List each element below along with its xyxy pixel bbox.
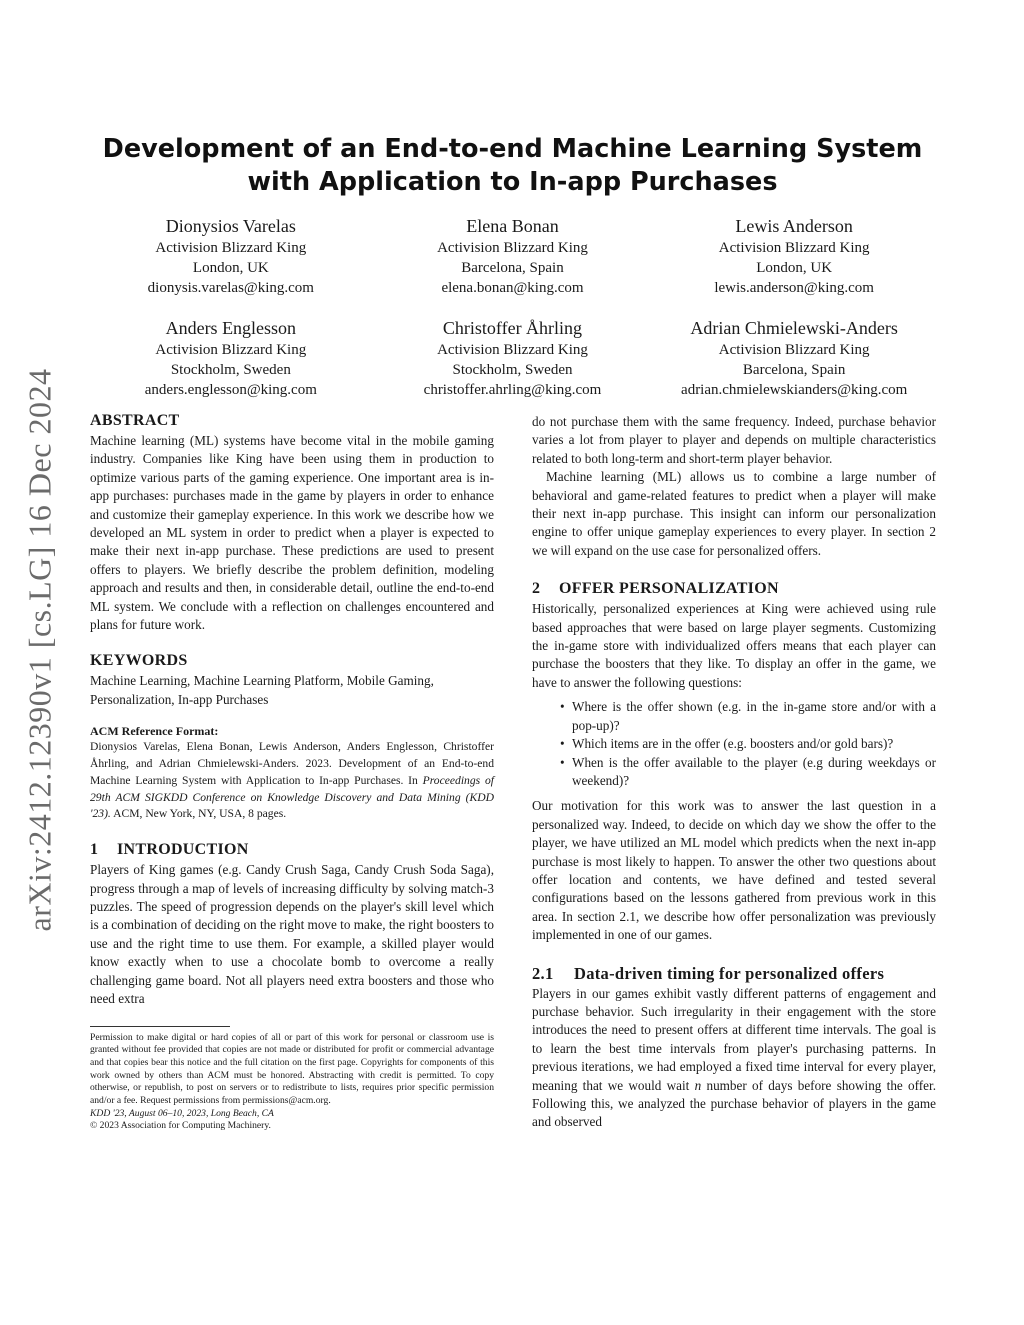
- author-name: Dionysios Varelas: [165, 216, 296, 236]
- author-email[interactable]: christoffer.ahrling@king.com: [423, 382, 602, 398]
- arxiv-identifier: [10, 350, 70, 950]
- author-card: [653, 214, 935, 298]
- author-affiliation: Activision Blizzard King: [155, 342, 307, 358]
- keywords-text: Machine Learning, Machine Learning Platform, Mobile Gaming, Personalization, In-app Purchases: [90, 673, 434, 707]
- author-card: [90, 316, 372, 400]
- author-name: Christoffer Åhrling: [442, 318, 583, 338]
- section-2-motivation-text: Our motivation for this work was to answer the last question in a personalized way. Indeed, to decide on which day we show the offer to the player, we have utilized an ML model which predicts when the next in-app purchase is most likely to happen. To answer the other two questions about offer location and contents, we have defined and tested several configurations based on the lessons gathered from previous work in this area. In section 2.1, we describe how offer personalization was previously implemented in one of our games.: [532, 798, 936, 943]
- intro-ml-paragraph: Machine learning (ML) allows us to combine a large number of behavioral and game-related features to predict when a player will make their next in-app purchase. This insight can inform our personalization engine to offer unique gameplay experiences to every player. In section 2 we will expand on the use case for personalized offers.: [532, 469, 936, 558]
- keywords-heading: KEYWORDS: [90, 652, 188, 670]
- author-email[interactable]: adrian.chmielewskianders@king.com: [681, 382, 908, 398]
- author-block: [90, 214, 935, 400]
- author-location: London, UK: [192, 260, 269, 276]
- introduction-text: Players of King games (e.g. Candy Crush Saga, Candy Crush Soda Saga), progress through a map of levels of increasing difficulty by solving match-3 puzzles. The speed of progression depends on the player's skill level which is a combination of deciding on the right move to make, the right boosters to use and the right time to use them. For example, a skilled player would know exactly when to use a chocolate bomb to overcome a really challenging game board. Not all players need extra boosters and those who need extra: [90, 862, 494, 1007]
- author-affiliation: Activision Blizzard King: [718, 342, 870, 358]
- permission-notice: Permission to make digital or hard copies of all or part of this work for personal or classroom use is granted without fee provided that copies are not made or distributed for profit or commercial advantage and that copies bear this notice and the full citation on the first page. Copyrights for components of this work owned by others than ACM must be honored. Abstracting with credit is permitted. To copy otherwise, or republish, to post on servers or to redistribute to lists, requires prior specific permission and/or a fee. Request permissions from permissions@acm.org.: [90, 1031, 494, 1107]
- author-email[interactable]: dionysis.varelas@king.com: [147, 280, 314, 296]
- footnote-divider: [90, 1026, 230, 1027]
- author-location: Stockholm, Sweden: [170, 362, 291, 378]
- author-location: Barcelona, Spain: [461, 260, 564, 276]
- author-card: [653, 316, 935, 400]
- left-column: [90, 410, 494, 1133]
- author-name: Adrian Chmielewski-Anders: [690, 318, 898, 338]
- copyright-line: © 2023 Association for Computing Machinery.: [90, 1120, 271, 1132]
- author-email[interactable]: anders.englesson@king.com: [144, 382, 317, 398]
- author-card: [372, 316, 654, 400]
- arxiv-identifier-text: arXiv:2412.12390v1 [cs.LG] 16 Dec 2024: [21, 368, 58, 932]
- abstract-text: Machine learning (ML) systems have become vital in the mobile gaming industry. Companies like King have been using them in production to optimize various parts of the gaming experience. One important area is in-app purchases: purchases made in the game by players in order to enhance and customize their gameplay experience. In this work we describe how we developed an ML system in order to predict when a player is expected to make their next in-app purchase. These predictions are used to present offers to players. We briefly describe the problem definition, modeling approach and results and then, in considerable detail, outline the end-to-end ML system. We conclude with a reflection on challenges encountered and plans for future work.: [90, 433, 494, 633]
- author-card: [90, 214, 372, 298]
- introduction-heading: 1 INTRODUCTION: [90, 841, 249, 859]
- list-item: • When is the offer available to the player (e.g during weekdays or weekend)?: [572, 754, 936, 791]
- author-name: Anders Englesson: [165, 318, 297, 338]
- author-location: Barcelona, Spain: [742, 362, 846, 378]
- author-affiliation: Activision Blizzard King: [155, 240, 307, 256]
- section-2-1-heading: 2.1 Data-driven timing for personalized offers: [532, 963, 885, 983]
- author-affiliation: Activision Blizzard King: [437, 240, 588, 256]
- author-email[interactable]: lewis.anderson@king.com: [714, 280, 874, 296]
- section-2-1-text: Players in our games exhibit vastly different patterns of engagement and purchase behavior. Such irregularity in their engagement with the store introduces the need to present offers at different time intervals. The goal is to learn the best time intervals from player's purchasing patterns. In previous iterations, we had employed a fixed time interval for every player, meaning that we would wait n number of days before showing the offer. Following this, we analyzed the purchase behavior of players in the game and observed: [532, 985, 936, 1130]
- intro-continued-text: do not purchase them with the same frequency. Indeed, purchase behavior varies a lot from player to player and depends on multiple characteristics related to both long-term and short-term player behavior.: [532, 414, 936, 466]
- list-item: • Where is the offer shown (e.g. in the in-game store and/or with a pop-up)?: [572, 698, 936, 735]
- venue-line: KDD '23, August 06–10, 2023, Long Beach, CA: [90, 1107, 274, 1119]
- author-affiliation: Activision Blizzard King: [437, 342, 588, 358]
- section-2-text: Historically, personalized experiences at King were achieved using rule based approaches that were based on large player segments. Customizing the in-game store with individualized offers means that each player can purchase the boosters that they like. To display an offer in the game, we have to answer the following questions:: [532, 601, 936, 690]
- offer-questions-list: [532, 698, 936, 790]
- acm-reference-heading: ACM Reference Format:: [90, 724, 219, 739]
- section-2-heading: 2 OFFER PERSONALIZATION: [532, 580, 779, 598]
- author-location: London, UK: [756, 260, 833, 276]
- author-location: Stockholm, Sweden: [452, 362, 573, 378]
- author-email[interactable]: elena.bonan@king.com: [441, 280, 584, 296]
- acm-reference-text: Dionysios Varelas, Elena Bonan, Lewis Anderson, Anders Englesson, Christoffer Åhrling, and Adrian Chmielewski-Anders. 2023. Development of an End-to-end Machine Learning System with Application to In-app Purchases. In Proceedings of 29th ACM SIGKDD Conference on Knowledge Discovery and Data Mining (KDD '23). ACM, New York, NY, USA, 8 pages.: [90, 740, 494, 821]
- author-name: Lewis Anderson: [735, 216, 853, 236]
- author-name: Elena Bonan: [466, 216, 559, 236]
- abstract-heading: ABSTRACT: [90, 412, 180, 429]
- author-affiliation: Activision Blizzard King: [718, 240, 870, 256]
- paper-title: Development of an End-to-end Machine Learning System with Application to In-app Purchases: [102, 134, 923, 197]
- right-column: [532, 413, 936, 1132]
- list-item: • Which items are in the offer (e.g. boosters and/or gold bars)?: [572, 735, 936, 753]
- author-card: [372, 214, 654, 298]
